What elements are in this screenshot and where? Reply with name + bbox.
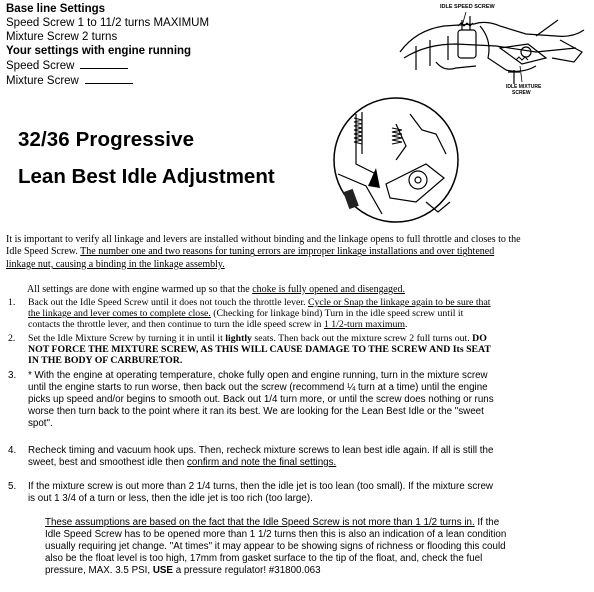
speed-screw-field[interactable]: Speed Screw (6, 58, 209, 73)
baseline-mixture-screw: Mixture Screw 2 turns (6, 31, 118, 43)
mixture-screw-field[interactable]: Mixture Screw (6, 73, 209, 88)
magnified-detail-diagram (326, 94, 466, 226)
mixture-screw-blank[interactable] (85, 73, 133, 84)
baseline-heading: Base line Settings (6, 3, 106, 15)
carburetor-diagram (396, 0, 594, 96)
speed-screw-blank[interactable] (80, 58, 128, 69)
page-subtitle: Lean Best Idle Adjustment (18, 165, 275, 188)
page-title: 32/36 Progressive (18, 128, 195, 151)
idle-mixture-label-2: SCREW (512, 90, 531, 96)
intro-paragraph: It is important to verify all linkage and levers are installed without binding and the linkage opens to full throttle and closes to the Idle Speed Screw. The number one and two reasons for tuning errors are improper linkage installations and over tightened linkage nut, causing a binding in the linkage assembly. (6, 234, 521, 270)
idle-mixture-label-1: IDLE MIXTURE (506, 84, 542, 90)
steps-list: 1. Back out the Idle Speed Screw until it does not touch the throttle lever. Cycle or Snap the linkage again to be sure that the linkage and lever comes to complete close. (Checking for linkage bind) Turn in the idle speed screw until it contacts the throttle lever, and then continue to turn the idle speed screw in 1 1/2-turn maximum. 2. Set the Idle Mixture Screw by turning it in until it lightly seats. Then back out the mixture screw 2 full turns out. DO NOT FORCE THE MIXTURE SCREW, AS THIS WILL CAUSE DAMAGE TO THE SCREW AND Its SEAT IN THE BODY OF CARBURETOR. 3. * With the engine at operating temperature, choke fully open and engine running, turn in the mixture screw until the engine starts to run worse, then back out the screw (recommend ¼ turn at a time) until the engine picks up speed and/or begins to smooth out. Back out 1/4 turn more, or until the screw does nothing or runs worse then turn back to the point where it ran its best. We are looking for the Lean Best Idle or the "sweet spot". 4. Recheck timing and vacuum hook ups. Then, recheck mixture screws to lean best idle again. If all is still the sweet, best and smoothest idle then confirm and note the final settings. 5. If the mixture screw is out more than 2 1/4 turns, then the idle jet is too lean (too small). If the mixture screw is out 1 3/4 of a turn or less, then the idle jet is too rich (too large). (8, 297, 494, 504)
idle-speed-screw-label: IDLE SPEED SCREW (440, 4, 495, 10)
all-settings-line: All settings are done with engine warmed up so that the choke is fully opened and disengaged. (27, 284, 405, 295)
assumptions-note: These assumptions are based on the fact that the Idle Speed Screw is not more than 1 1/2 turns in. If the Idle Speed Screw has to be opened more than 1 1/2 turns then this is also an indication of a lean condition usually requiring jet change. "At times" it may appear to be showing signs of richness or flooding this could also be the float level is too high, 17mm from gasket surface to the tip of the float, and, check the fuel pressure, MAX. 3.5 PSI, USE a pressure regulator! #31800.063 (45, 517, 507, 576)
your-settings-heading: Your settings with engine running (6, 45, 192, 57)
settings-block (6, 2, 209, 88)
baseline-speed-screw: Speed Screw 1 to 11/2 turns MAXIMUM (6, 17, 210, 29)
